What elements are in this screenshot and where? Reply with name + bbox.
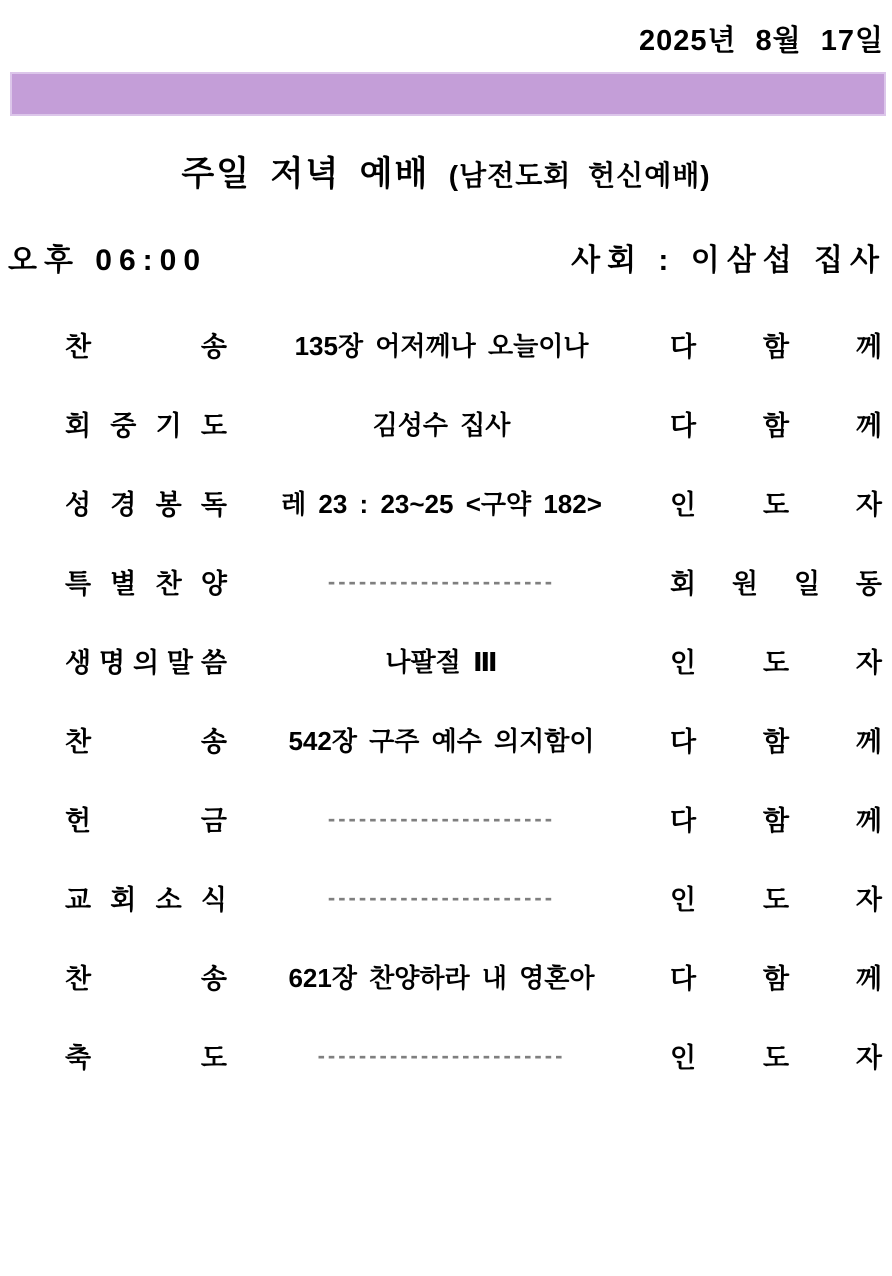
service-item-dash-line: ---------------------- — [327, 884, 556, 910]
label-char: 성 — [65, 490, 92, 520]
service-order-list — [0, 305, 892, 1095]
label-char: 금 — [200, 806, 227, 836]
service-item-performer — [670, 720, 882, 759]
performer-char: 다 — [670, 411, 697, 441]
service-item-label — [65, 957, 227, 996]
label-char: 송 — [200, 964, 227, 994]
performer-char: 자 — [855, 1043, 882, 1073]
service-item-content: 나팔절 Ⅲ — [385, 647, 498, 677]
service-row — [0, 621, 892, 700]
performer-char: 께 — [855, 964, 882, 994]
performer-char: 함 — [762, 964, 790, 994]
label-char: 소 — [155, 885, 182, 915]
performer-char: 다 — [670, 332, 697, 362]
performer-char: 자 — [855, 490, 882, 520]
service-item-label — [65, 720, 227, 759]
performer-char: 원 — [731, 569, 759, 599]
service-item-label — [65, 483, 227, 522]
service-item-content: 김성수 집사 — [372, 410, 511, 440]
label-char: 중 — [110, 411, 137, 441]
label-char: 축 — [65, 1043, 92, 1073]
service-item-performer — [670, 641, 882, 680]
service-item-content: 레 23 : 23~25 <구약 182> — [281, 489, 602, 519]
service-row — [0, 542, 892, 621]
performer-char: 함 — [762, 806, 790, 836]
performer-char: 회 — [670, 569, 697, 599]
service-item-label — [65, 878, 227, 917]
service-item-content: 542장 구주 예수 의지함이 — [288, 726, 595, 756]
page-title — [0, 146, 892, 195]
service-row — [0, 937, 892, 1016]
performer-char: 께 — [855, 806, 882, 836]
label-char: 식 — [200, 885, 227, 915]
service-row — [0, 1016, 892, 1095]
performer-char: 다 — [670, 964, 697, 994]
label-char: 기 — [155, 411, 182, 441]
service-row — [0, 700, 892, 779]
service-item-performer — [670, 483, 882, 522]
label-char: 찬 — [65, 964, 92, 994]
purple-banner — [10, 72, 886, 116]
service-item-performer — [670, 562, 882, 601]
label-char: 헌 — [65, 806, 92, 836]
service-item-performer — [670, 404, 882, 443]
page-title-main: 주일 저녁 예배 — [181, 155, 430, 193]
service-row — [0, 384, 892, 463]
performer-char: 다 — [670, 727, 697, 757]
performer-char: 자 — [855, 648, 882, 678]
label-char: 생 — [65, 648, 92, 678]
service-item-label — [65, 1036, 227, 1075]
service-time: 오후 06:00 — [8, 244, 208, 277]
performer-char: 도 — [762, 490, 790, 520]
performer-char: 도 — [762, 1043, 790, 1073]
service-item-content: 621장 찬양하라 내 영혼아 — [288, 963, 595, 993]
performer-char: 자 — [855, 885, 882, 915]
performer-char: 일 — [793, 569, 821, 599]
service-row — [0, 858, 892, 937]
mc-label: 사회 : 이삼섭 집사 — [571, 244, 886, 277]
service-row — [0, 463, 892, 542]
service-item-performer — [670, 878, 882, 917]
performer-char: 함 — [762, 411, 790, 441]
page-title-sub: (남전도회 헌신예배) — [448, 160, 711, 191]
service-row — [0, 779, 892, 858]
performer-char: 께 — [855, 411, 882, 441]
performer-char: 함 — [762, 727, 790, 757]
service-row — [0, 305, 892, 384]
label-char: 송 — [200, 332, 227, 362]
service-item-label — [65, 325, 227, 364]
meta-row — [8, 235, 886, 279]
performer-char: 께 — [855, 332, 882, 362]
label-char: 찬 — [155, 569, 182, 599]
service-item-label — [65, 404, 227, 443]
performer-char: 께 — [855, 727, 882, 757]
performer-char: 다 — [670, 806, 697, 836]
label-char: 송 — [200, 727, 227, 757]
label-char: 도 — [200, 411, 227, 441]
service-item-label — [65, 641, 227, 680]
service-item-label — [65, 562, 227, 601]
label-char: 양 — [200, 569, 227, 599]
label-char: 찬 — [65, 332, 92, 362]
label-char: 교 — [65, 885, 92, 915]
label-char: 특 — [65, 569, 92, 599]
label-char: 씀 — [200, 648, 227, 678]
performer-char: 동 — [855, 569, 882, 599]
label-char: 명 — [98, 648, 126, 678]
service-item-content: 135장 어저께나 오늘이나 — [294, 331, 589, 361]
label-char: 회 — [65, 411, 92, 441]
service-item-dash-line: ---------------------- — [327, 568, 556, 594]
service-item-performer — [670, 957, 882, 996]
service-item-dash-line: ------------------------ — [317, 1042, 566, 1068]
label-char: 의 — [132, 648, 160, 678]
label-char: 도 — [200, 1043, 227, 1073]
service-item-dash-line: ---------------------- — [327, 805, 556, 831]
label-char: 별 — [110, 569, 137, 599]
service-item-performer — [670, 799, 882, 838]
performer-char: 인 — [670, 1043, 697, 1073]
label-char: 경 — [110, 490, 137, 520]
performer-char: 도 — [762, 885, 790, 915]
service-item-performer — [670, 325, 882, 364]
label-char: 독 — [200, 490, 227, 520]
label-char: 찬 — [65, 727, 92, 757]
performer-char: 인 — [670, 885, 697, 915]
performer-char: 인 — [670, 490, 697, 520]
label-char: 봉 — [155, 490, 182, 520]
performer-char: 함 — [762, 332, 790, 362]
performer-char: 인 — [670, 648, 697, 678]
date: 2025년 8월 17일 — [638, 25, 884, 57]
service-item-label — [65, 799, 227, 838]
service-item-performer — [670, 1036, 882, 1075]
label-char: 말 — [166, 648, 193, 678]
performer-char: 도 — [762, 648, 790, 678]
label-char: 회 — [110, 885, 137, 915]
